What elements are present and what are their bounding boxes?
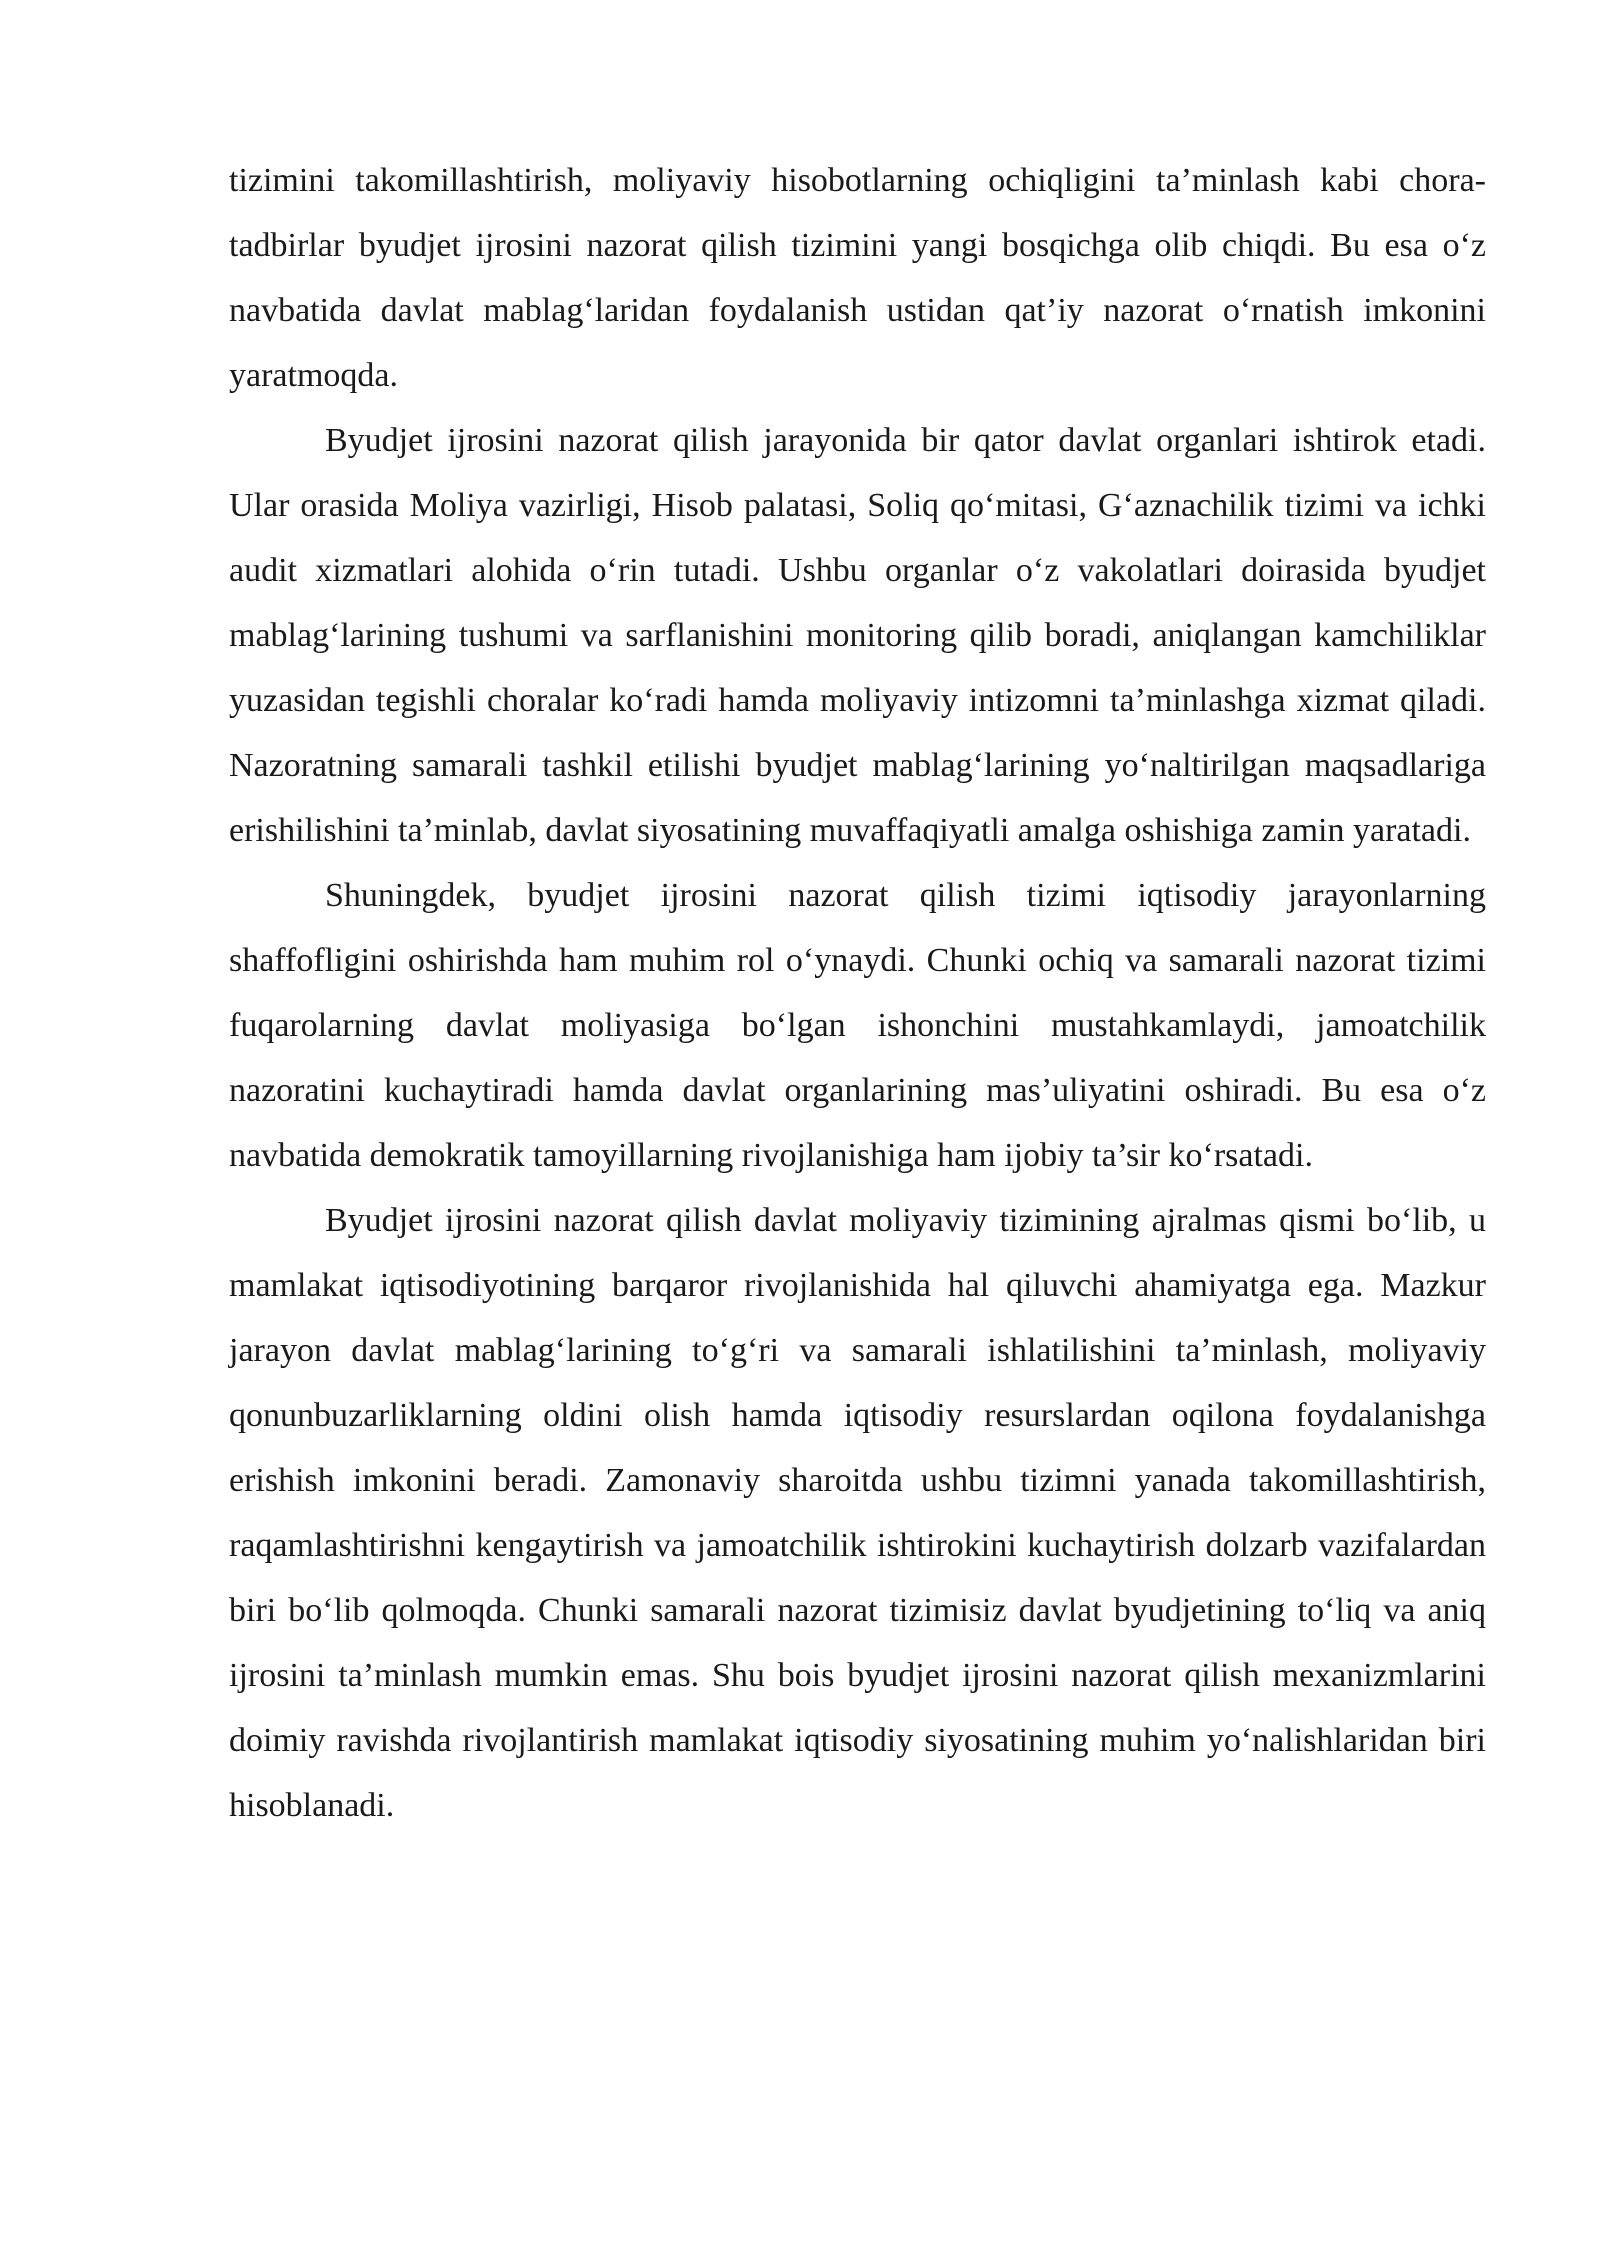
paragraph-continuation: tizimini takomillashtirish, moliyaviy hisobotlarning ochiqligini ta’minlash kabi chora-tadbirlar byudjet ijrosini nazorat qilish tizimini yangi bosqichga olib chiqdi. Bu esa o‘z navbatida davlat mablag‘laridan foydalanish ustidan qat’iy nazorat o‘rnatish imkonini yaratmoqda.	[229, 162, 1486, 394]
paragraph-budget-control-organs: Byudjet ijrosini nazorat qilish jarayonida bir qator davlat organlari ishtirok etadi. Ular orasida Moliya vazirligi, Hisob palatasi, Soliq qo‘mitasi, G‘aznachilik tizimi va ichki audit xizmatlari alohida o‘rin tutadi. Ushbu organlar o‘z vakolatlari doirasida byudjet mablag‘larining tushumi va sarflanishini monitoring qilib boradi, aniqlangan kamchiliklar yuzasidan tegishli choralar ko‘radi hamda moliyaviy intizomni ta’minlashga xizmat qiladi. Nazoratning samarali tashkil etilishi byudjet mablag‘larining yo‘naltirilgan maqsadlariga erishilishini ta’minlab, davlat siyosatining muvaffaqiyatli amalga oshishiga zamin yaratadi.	[229, 422, 1486, 849]
document-body	[229, 148, 1486, 1838]
paragraph-transparency: Shuningdek, byudjet ijrosini nazorat qilish tizimi iqtisodiy jarayonlarning shaffofligini oshirishda ham muhim rol o‘ynaydi. Chunki ochiq va samarali nazorat tizimi fuqarolarning davlat moliyasiga bo‘lgan ishonchini mustahkamlaydi, jamoatchilik nazoratini kuchaytiradi hamda davlat organlarining mas’uliyatini oshiradi. Bu esa o‘z navbatida demokratik tamoyillarning rivojlanishiga ham ijobiy ta’sir ko‘rsatadi.	[229, 877, 1486, 1174]
paragraph-conclusion: Byudjet ijrosini nazorat qilish davlat moliyaviy tizimining ajralmas qismi bo‘lib, u mamlakat iqtisodiyotining barqaror rivojlanishida hal qiluvchi ahamiyatga ega. Mazkur jarayon davlat mablag‘larining to‘g‘ri va samarali ishlatilishini ta’minlash, moliyaviy qonunbuzarliklarning oldini olish hamda iqtisodiy resurslardan oqilona foydalanishga erishish imkonini beradi. Zamonaviy sharoitda ushbu tizimni yanada takomillashtirish, raqamlashtirishni kengaytirish va jamoatchilik ishtirokini kuchaytirish dolzarb vazifalardan biri bo‘lib qolmoqda. Chunki samarali nazorat tizimisiz davlat byudjetining to‘liq va aniq ijrosini ta’minlash mumkin emas. Shu bois byudjet ijrosini nazorat qilish mexanizmlarini doimiy ravishda rivojlantirish mamlakat iqtisodiy siyosatining muhim yo‘nalishlaridan biri hisoblanadi.	[229, 1202, 1486, 1824]
